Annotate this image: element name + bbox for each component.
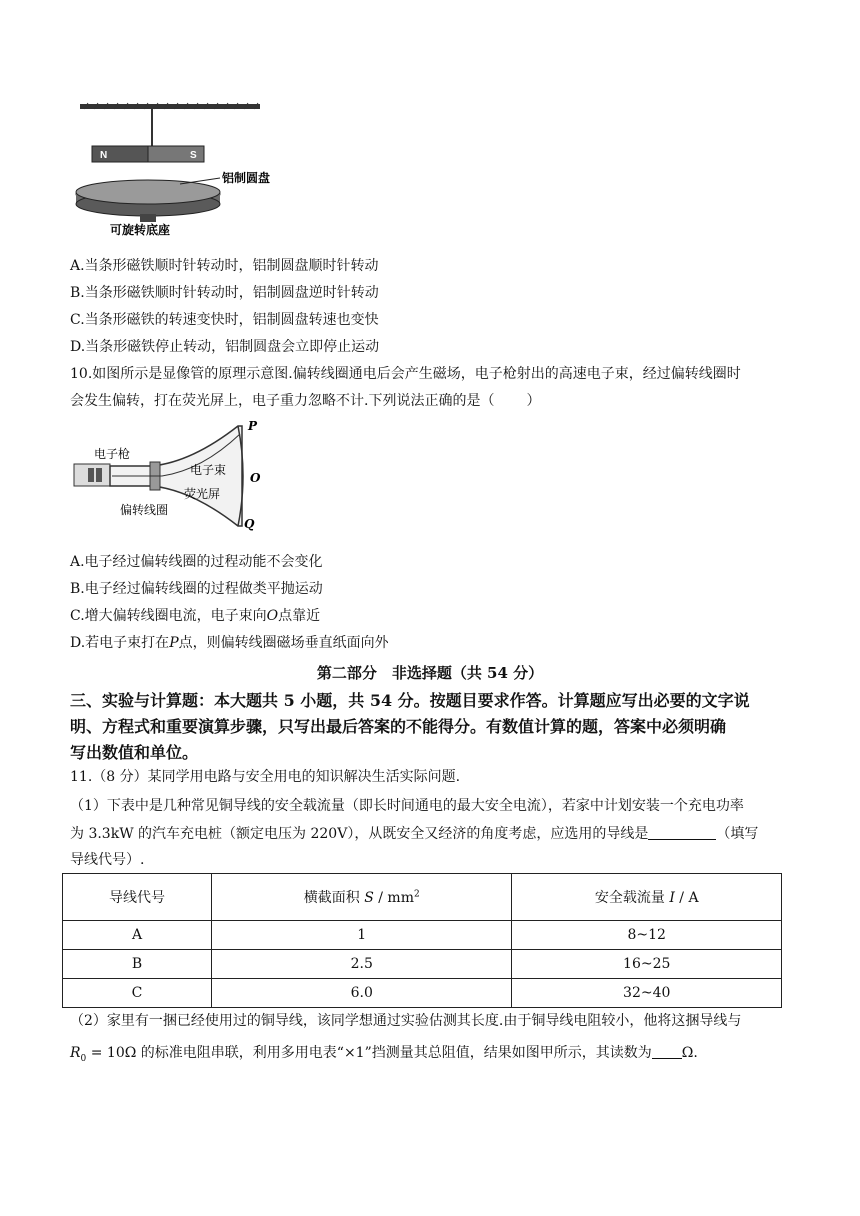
magnet-disc-figure — [70, 100, 290, 240]
wire-table — [62, 873, 782, 1008]
q9-option-b: B.当条形磁铁顺时针转动时，铝制圆盘逆时针转动 — [70, 285, 379, 301]
answer-blank-reading[interactable] — [652, 1042, 682, 1059]
q11-stem: 11.（8 分）某同学用电路与安全用电的知识解决生活实际问题. — [70, 769, 461, 785]
table-header-row — [63, 874, 782, 921]
crt-figure — [72, 420, 272, 532]
q9-option-a: A.当条形磁铁顺时针转动时，铝制圆盘顺时针转动 — [70, 258, 379, 274]
magnet-s-label: S — [190, 150, 197, 161]
q10-option-a: A.电子经过偏转线圈的过程动能不会变化 — [70, 554, 323, 570]
q9-option-d: D.当条形磁铁停止转动，铝制圆盘会立即停止运动 — [70, 339, 380, 355]
point-p-label: P — [248, 420, 258, 433]
q9-option-c: C.当条形磁铁的转速变快时，铝制圆盘转速也变快 — [70, 312, 379, 328]
header-wire-code: 导线代号 — [63, 874, 212, 921]
q11-p1-line3: 导线代号）. — [70, 852, 145, 868]
table-row: B 2.5 16~25 — [63, 950, 782, 979]
gun-label: 电子枪 — [94, 447, 131, 461]
q10-stem-line2: 会发生偏转，打在荧光屏上，电子重力忽略不计.下列说法正确的是（ ） — [70, 393, 541, 409]
q11-p1-line2: 为 3.3kW 的汽车充电桩（额定电压为 220V），从既安全又经济的角度考虑，应选用的导线是 （填写 — [70, 823, 758, 844]
q10-stem-line1: 10.如图所示是显像管的原理示意图.偏转线圈通电后会产生磁场，电子枪射出的高速电子束，经过偏转线圈时 — [70, 366, 741, 382]
point-q-label: Q — [244, 517, 255, 531]
q10-option-c: C.增大偏转线圈电流，电子束向O点靠近 — [70, 608, 321, 624]
point-o-label: O — [250, 471, 261, 485]
table-row: C 6.0 32~40 — [63, 979, 782, 1008]
table-row: A 1 8~12 — [63, 921, 782, 950]
disc-label: 铝制圆盘 — [222, 171, 271, 185]
q11-p2-line2: $R_0 = 10\Omega$ 的标准电阻串联，利用多用电表“×1”挡测量其总阻值，结果如图甲所示，其读数为 Ω. — [70, 1042, 698, 1069]
q10-option-d: D.若电子束打在P点，则偏转线圈磁场垂直纸面向外 — [70, 635, 389, 651]
magnet-n-label: N — [100, 150, 108, 161]
coil-label: 偏转线圈 — [120, 503, 169, 517]
r0-symbol: R — [70, 1045, 81, 1061]
point-p-symbol: P — [169, 635, 179, 651]
header-current: 安全载流量 I / A — [512, 874, 782, 921]
part2-title: 第二部分 非选择题（共 54 分） — [316, 664, 544, 682]
point-o-symbol: O — [266, 608, 279, 624]
q10-option-b: B.电子经过偏转线圈的过程做类平抛运动 — [70, 581, 323, 597]
q11-p1-line1: （1）下表中是几种常见铜导线的安全载流量（即长时间通电的最大安全电流），若家中计划安装一个充电功率 — [70, 798, 744, 814]
screen-label: 荧光屏 — [184, 487, 221, 501]
answer-paren-close: ） — [526, 393, 541, 409]
section3-instructions: 三、实验与计算题：本大题共 5 小题，共 54 分。按题目要求作答。计算题应写出必要的文字说 明、方程式和重要演算步骤，只写出最后答案的不能得分。有数值计算的题，答案中必须明确 写出数值和单位。 — [70, 691, 750, 762]
answer-blank-wire[interactable] — [648, 823, 716, 840]
base-label: 可旋转底座 — [110, 223, 171, 237]
header-area: 横截面积 S / $mm^2$ — [212, 874, 512, 921]
beam-label: 电子束 — [190, 463, 227, 477]
q11-p2-line1: （2）家里有一捆已经使用过的铜导线，该同学想通过实验估测其长度.由于铜导线电阻较小，他将这捆导线与 — [70, 1013, 742, 1029]
